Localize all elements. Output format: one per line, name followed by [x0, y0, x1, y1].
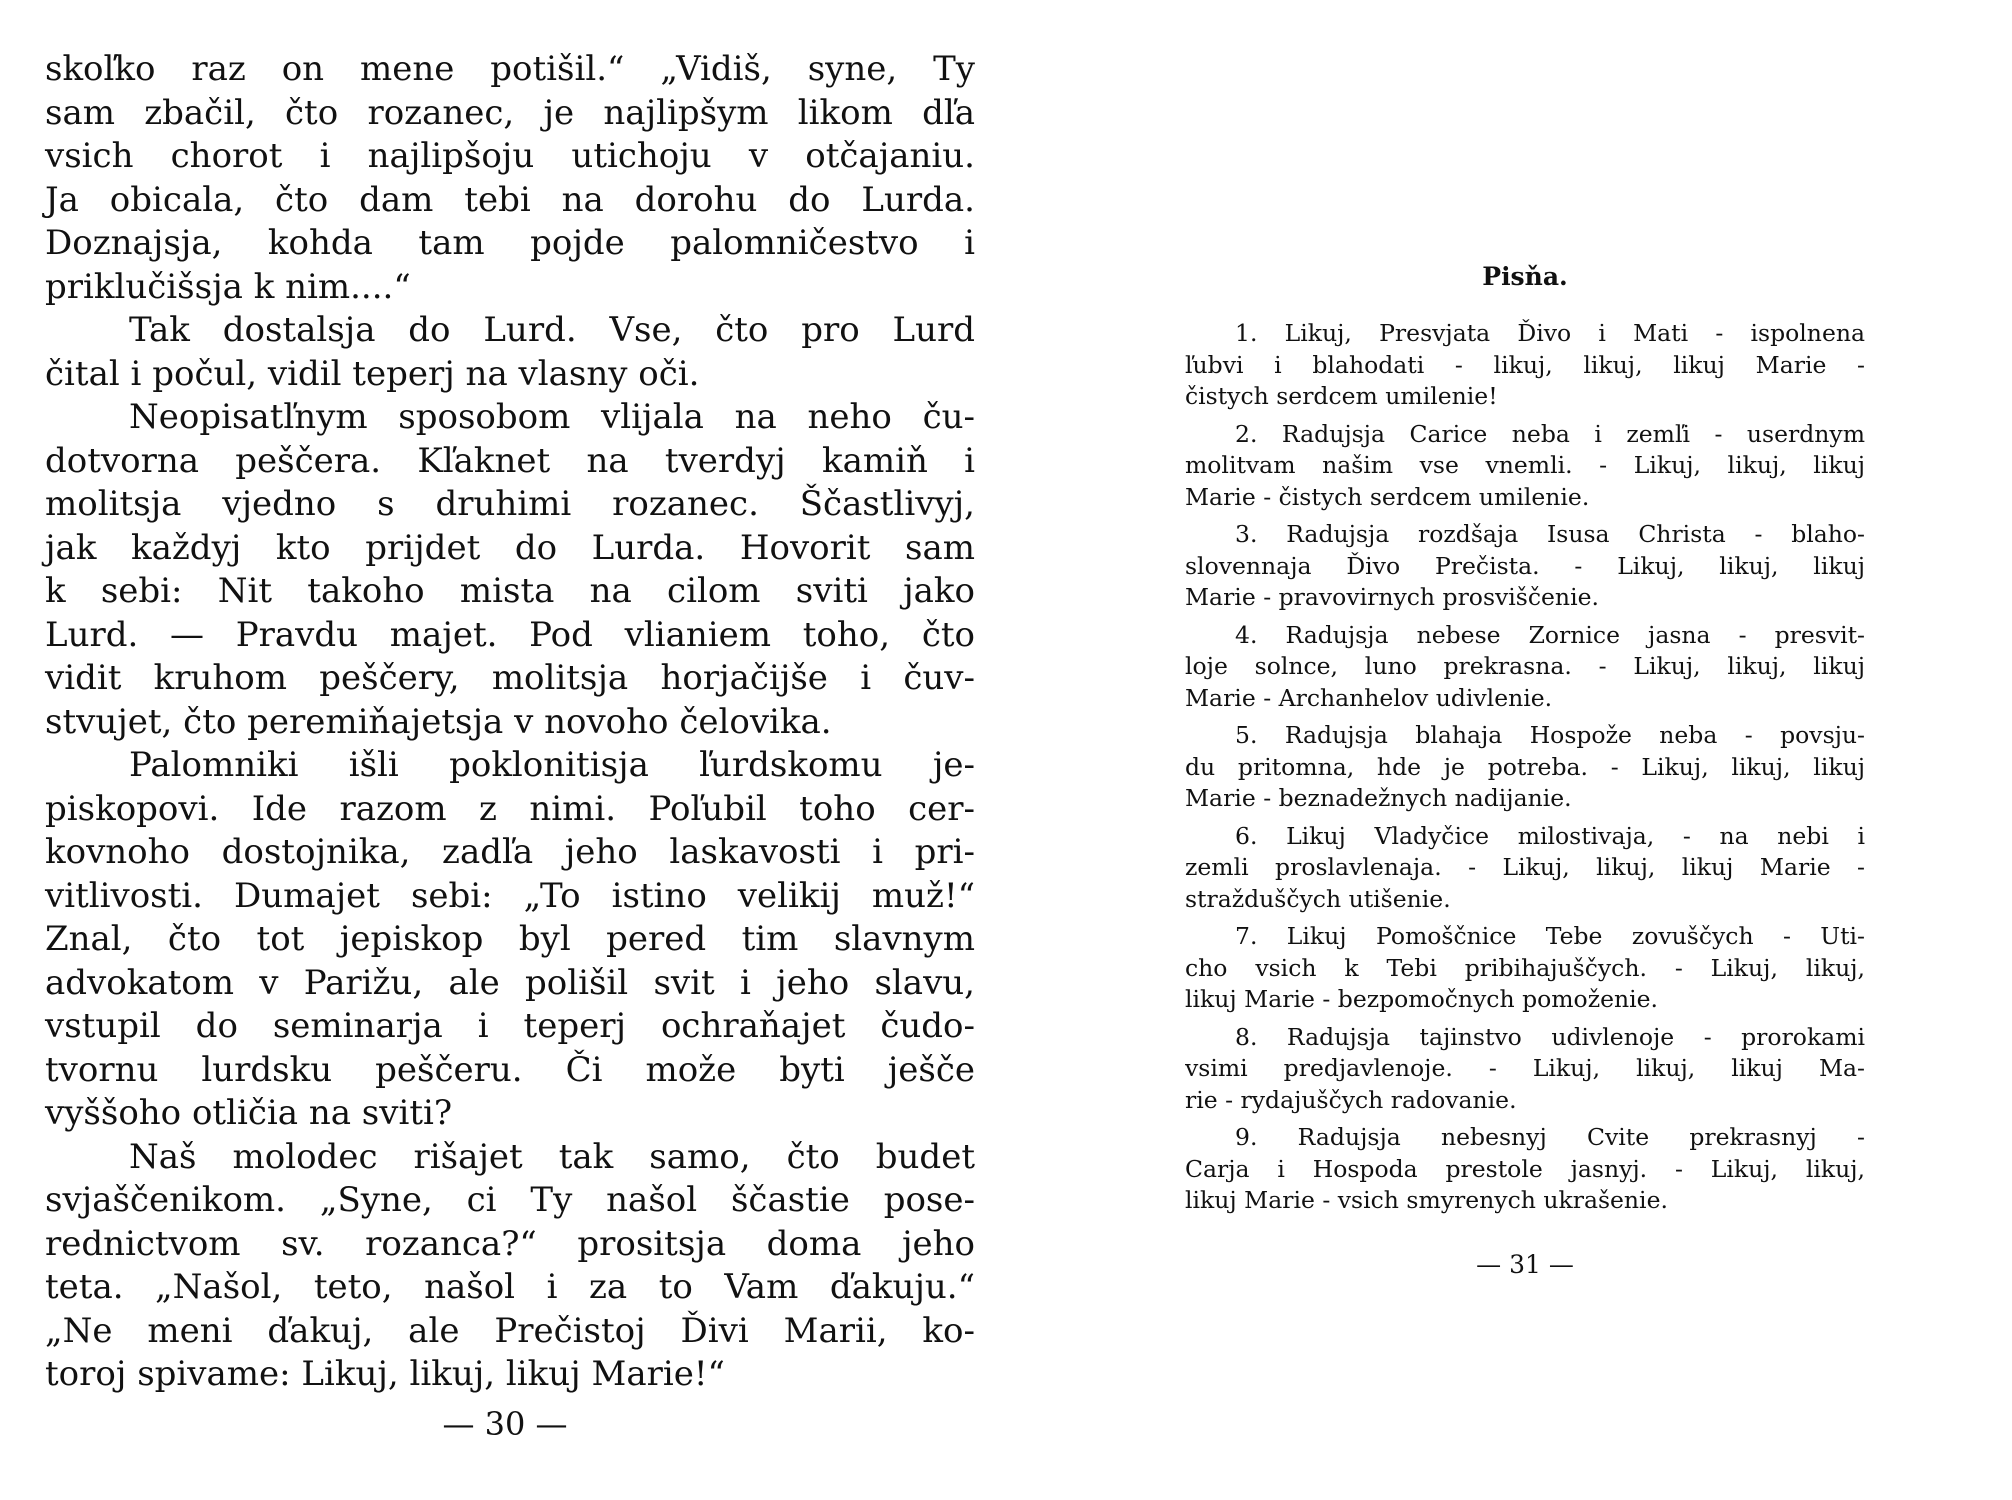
text-line: tvornu lurdsku peščeru. Či može byti ješče: [45, 1049, 975, 1090]
verse-line: 2. Radujsja Carice neba i zemľi - userdnym: [1235, 419, 1865, 448]
verse-line: ľubvi i blahodati - likuj, likuj, likuj Marie -: [1185, 350, 1865, 379]
text-line: Lurd. — Pravdu majet. Pod vlianiem toho, čto: [45, 614, 975, 655]
verse-line: čistych serdcem umilenie!: [1185, 382, 1498, 410]
text-line: toroj spivame: Likuj, likuj, likuj Marie!“: [45, 1354, 725, 1394]
verse-line: Marie - čistych serdcem umilenie.: [1185, 482, 1590, 511]
verse-line: zemli proslavlenaja. - Likuj, likuj, likuj Marie -: [1185, 853, 1865, 881]
text-line: Neopisatľnym sposobom vlijala na neho ču-: [129, 397, 975, 437]
text-line: Palomniki išli poklonitisja ľurdskomu je-: [129, 745, 975, 785]
text-line: advokatom v Parižu, ale polišil svit i jeho slavu,: [45, 962, 975, 1003]
verse-line: stražduščych utišenie.: [1185, 884, 1451, 913]
verse-line: molitvam našim vse vnemli. - Likuj, likuj, likuj: [1185, 451, 1865, 479]
verse-line: 9. Radujsja nebesnyj Cvite prekrasnyj -: [1235, 1123, 1865, 1151]
text-line: vsich chorot i najlipšoju utichoju v otčajaniu.: [45, 136, 975, 176]
song-verse: [1185, 720, 1865, 815]
left-page: [40, 0, 980, 1500]
verse-line: 1. Likuj, Presvjata Ďivo i Mati - ispolnena: [1235, 319, 1865, 347]
paragraph: [45, 309, 975, 396]
verse-line: Marie - Archanhelov udivlenie.: [1185, 683, 1553, 712]
song-verse: [1185, 519, 1865, 614]
verse-line: likuj Marie - vsich smyrenych ukrašenie.: [1185, 1186, 1668, 1214]
song-verse: [1185, 419, 1865, 514]
song-verse: [1185, 1022, 1865, 1117]
song-verse: [1185, 1122, 1865, 1217]
text-line: rednictvom sv. rozanca?“ prositsja doma jeho: [45, 1223, 975, 1264]
verse-line: vsimi predjavlenoje. - Likuj, likuj, likuj Ma-: [1185, 1054, 1865, 1082]
song-verse: [1185, 620, 1865, 715]
text-line: dotvorna peščera. Kľaknet na tverdyj kamiň i: [45, 440, 975, 481]
text-line: priklučišsja k nim....“: [45, 266, 411, 307]
verse-line: loje solnce, luno prekrasna. - Likuj, likuj, likuj: [1185, 652, 1865, 680]
verse-line: likuj Marie - bezpomočnych pomoženie.: [1185, 985, 1659, 1013]
right-page: [1185, 0, 1865, 1500]
song-verse: [1185, 921, 1865, 1016]
song-title: Pisňa.: [1482, 262, 1568, 291]
text-line: vyššoho otličia na sviti?: [45, 1093, 453, 1133]
verse-line: du pritomna, hde je potreba. - Likuj, likuj, likuj: [1185, 752, 1865, 781]
verse-line: Carja i Hospoda prestole jasnyj. - Likuj, likuj,: [1185, 1154, 1865, 1183]
paragraph: [45, 744, 975, 1136]
song-verse: [1185, 318, 1865, 413]
text-line: molitsja vjedno s druhimi rozanec. Ščastlivyj,: [45, 484, 975, 524]
verse-line: 3. Radujsja rozdšaja Isusa Christa - blaho-: [1235, 520, 1865, 548]
verse-line: rie - rydajuščych radovanie.: [1185, 1085, 1517, 1114]
text-line: piskopovi. Ide razom z nimi. Poľubil toho cer-: [45, 788, 975, 829]
verse-line: Marie - pravovirnych prosviščenie.: [1185, 583, 1599, 611]
verse-line: 8. Radujsja tajinstvo udivlenoje - prorokami: [1235, 1022, 1865, 1051]
verse-line: slovennaja Ďivo Prečista. - Likuj, likuj, likuj: [1185, 551, 1865, 580]
page-number-left: — 30 —: [442, 1405, 568, 1443]
text-line: vitlivosti. Dumajet sebi: „To istino velikij muž!“: [45, 875, 975, 916]
text-line: Naš molodec rišajet tak samo, čto budet: [129, 1136, 975, 1177]
verse-line: Marie - beznadežnych nadijanie.: [1185, 784, 1572, 812]
song-verses: [1185, 318, 1865, 1223]
verse-line: 7. Likuj Pomoščnice Tebe zovuščych - Uti-: [1235, 922, 1865, 950]
text-line: vstupil do seminarja i teperj ochraňajet čudo-: [45, 1006, 975, 1046]
text-line: Znal, čto tot jepiskop byl pered tim slavnym: [45, 919, 975, 959]
verse-line: cho vsich k Tebi pribihajuščych. - Likuj, likuj,: [1185, 953, 1865, 982]
text-line: „Ne meni ďakuj, ale Prečistoj Ďivi Marii, ko-: [45, 1310, 975, 1351]
verse-line: 4. Radujsja nebese Zornice jasna - presvit-: [1235, 620, 1865, 649]
text-line: svjaščenikom. „Syne, ci Ty našol ščastie pose-: [45, 1180, 975, 1220]
text-line: Tak dostalsja do Lurd. Vse, čto pro Lurd: [129, 310, 975, 350]
text-line: jak každyj kto prijdet do Lurda. Hovorit sam: [45, 527, 975, 568]
paragraph: [45, 396, 975, 744]
text-line: stvujet, čto peremiňajetsja v novoho čelovika.: [45, 701, 832, 742]
paragraph: [45, 48, 975, 309]
text-line: Ja obicala, čto dam tebi na dorohu do Lurda.: [45, 179, 975, 220]
page-number-right: — 31 —: [1476, 1250, 1574, 1279]
text-line: sam zbačil, čto rozanec, je najlipšym likom dľa: [45, 92, 975, 133]
song-verse: [1185, 821, 1865, 916]
text-line: teta. „Našol, teto, našol i za to Vam ďakuju.“: [45, 1267, 975, 1307]
text-line: skoľko raz on mene potišil.“ „Vidiš, syne, Ty: [45, 49, 975, 89]
text-line: Doznajsja, kohda tam pojde palomničestvo i: [45, 223, 975, 263]
paragraph: [45, 1136, 975, 1397]
text-line: k sebi: Nit takoho mista na cilom sviti jako: [45, 571, 975, 611]
left-page-text: [45, 48, 975, 1397]
text-line: kovnoho dostojnika, zadľa jeho laskavosti i pri-: [45, 832, 975, 872]
verse-line: 5. Radujsja blahaja Hospože neba - povsju-: [1235, 721, 1865, 749]
text-line: vidit kruhom peščery, molitsja horjačijše i čuv-: [45, 658, 975, 698]
text-line: čital i počul, vidil teperj na vlasny oči.: [45, 353, 700, 394]
verse-line: 6. Likuj Vladyčice milostivaja, - na nebi i: [1235, 821, 1865, 850]
